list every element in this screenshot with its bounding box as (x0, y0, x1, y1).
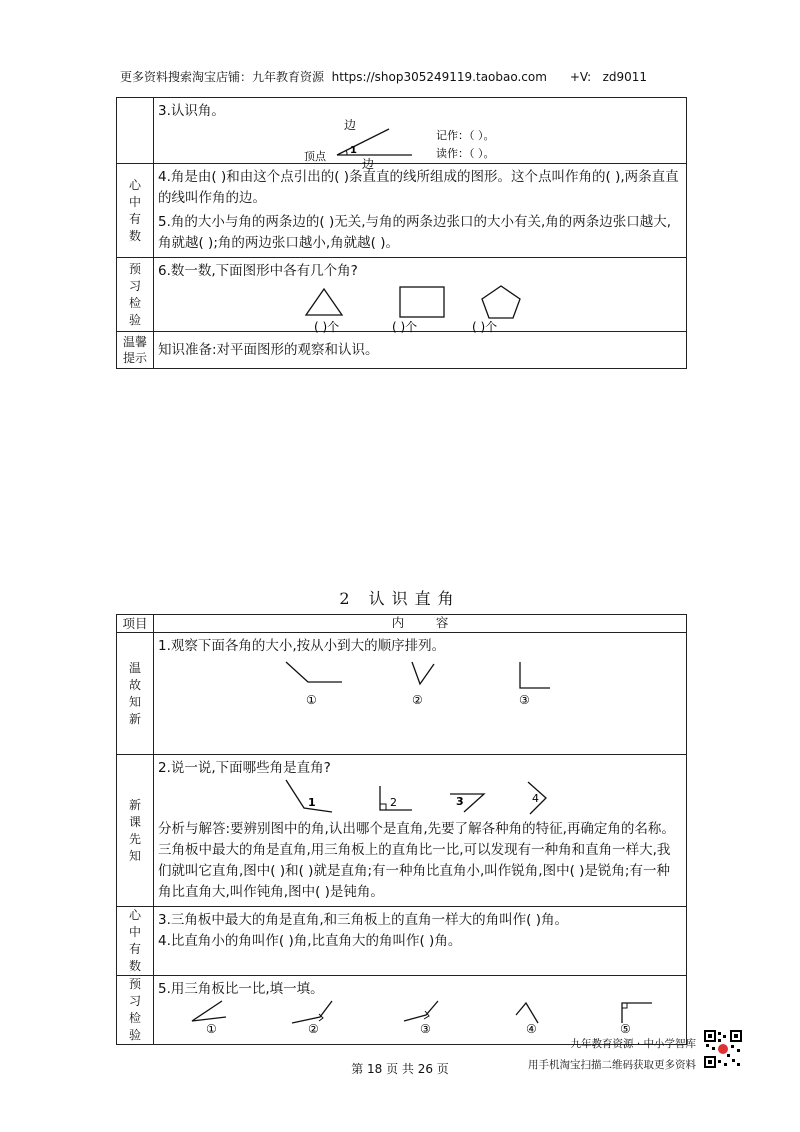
item-1-text: 1.观察下面各角的大小,按从小到大的顺序排列。 (158, 638, 446, 654)
label-angle-c2: ② (412, 693, 423, 707)
brand-line-2: 用手机淘宝扫描二维码获取更多资料 (528, 1059, 696, 1071)
label-bian-top: 边 (344, 118, 357, 132)
answer-triangle: ( )个 (314, 320, 340, 334)
content-cell (154, 332, 687, 369)
side-label-xinkexianzhi: 新课先知 (117, 755, 154, 907)
table-row (117, 98, 687, 164)
item-2-text: 2.说一说,下面哪些角是直角? (158, 760, 331, 776)
page-number: 第 18 页 共 26 页 (351, 1062, 449, 1076)
section-2-title: 2 认识直角 (339, 589, 461, 608)
side-label-wenguzhixin: 温故知新 (117, 633, 154, 755)
item-5-text: 5.角的大小与角的两条边的( )无关,与角的两条边张口的大小有关,角的两条边张口越大,角就越( );角的两边张口越小,角就越( )。 (158, 214, 672, 251)
item-4b-text: 4.比直角小的角叫作( )角,比直角大的角叫作( )角。 (158, 933, 462, 949)
label-q1: 1 (308, 796, 316, 809)
content-cell (154, 258, 687, 332)
side-label-wenxintishi: 温馨提示 (117, 332, 154, 369)
table-header-row (117, 615, 687, 633)
label-angle-c1: ① (306, 693, 317, 707)
item-3-text: 3.认识角。 (158, 103, 225, 119)
brand-line-1: 九年教育资源 · 中小学智库 (570, 1038, 696, 1050)
content-cell (154, 907, 687, 976)
angle-1-shape (286, 662, 342, 682)
right-angle-diagram (154, 778, 684, 816)
triangle-shape (306, 289, 342, 315)
angle-3-shape (520, 662, 550, 688)
item-4-text: 4.角是由( )和由这个点引出的( )条直直的线所组成的图形。这个点叫作角的( ),两条直直的线叫作角的边。 (158, 169, 679, 206)
side-cell-empty (117, 98, 154, 164)
p5-mark (622, 1003, 627, 1008)
table-row (117, 164, 687, 258)
label-bian-bottom: 边 (362, 157, 375, 171)
angle-upper-ray (337, 129, 389, 155)
table-section-2 (116, 614, 687, 1045)
angle-diagram (154, 118, 684, 171)
analysis-text: 分析与解答:要辨别图中的角,认出哪个是直角,先要了解各种角的特征,再确定角的名称。三角板中最大的角是直角,用三角板上的直角比一比,可以发现有一种角和直角一样大,我们就叫它直角,图中( )和( )就是直角;有一种角比直角小,叫作锐角,图中( )是锐角;有一种角比直角大,叫作钝角,图中( )是钝角。 (158, 821, 675, 900)
item-5b-text: 5.用三角板比一比,填一填。 (158, 981, 324, 997)
angle-2-shape (412, 662, 434, 684)
label-q4: 4 (532, 792, 539, 805)
right-angle-mark (380, 804, 386, 810)
header-line: 更多资料搜索淘宝店铺：九年教育资源 https://shop305249119.taobao.com +V: zd9011 (120, 70, 648, 84)
side-label-yuxijianyan-2: 预习检验 (117, 976, 154, 1045)
tip-text: 知识准备:对平面图形的观察和认识。 (158, 341, 379, 358)
angle-p2-shape (292, 1001, 332, 1023)
angles-compare-diagram (154, 660, 684, 720)
label-vertex: 顶点 (304, 150, 326, 163)
duzuo-text: 读作：（ ）。 (436, 147, 495, 160)
side-label-xinzhongyoushu: 心中有数 (117, 164, 154, 258)
header-col-item: 项目 (117, 615, 154, 633)
angle-p1-shape (192, 1001, 226, 1021)
content-cell (154, 755, 687, 907)
header-col-content: 内 容 (154, 615, 687, 633)
label-p2: ② (308, 1022, 319, 1036)
triangle-check-diagram (154, 999, 684, 1035)
side-label-xinzhongyoushu-2: 心中有数 (117, 907, 154, 976)
rectangle-shape (400, 287, 444, 317)
label-p1: ① (206, 1022, 217, 1036)
table-row (117, 755, 687, 907)
label-angle-1: 1 (350, 145, 357, 156)
shapes-diagram (154, 285, 684, 334)
table-row (117, 633, 687, 755)
answer-rectangle: ( )个 (392, 320, 418, 334)
label-p3: ③ (420, 1022, 431, 1036)
label-q2: 2 (390, 796, 397, 809)
table-row (117, 258, 687, 332)
side-label-yuxijianyan: 预习检验 (117, 258, 154, 332)
label-q3: 3 (456, 795, 464, 808)
angle-p3-shape (404, 1001, 438, 1021)
table-row (117, 332, 687, 369)
content-cell (154, 164, 687, 258)
label-p5: ⑤ (620, 1022, 631, 1036)
angle-p4-shape (516, 1003, 538, 1023)
table-section-1 (116, 97, 687, 369)
item-6-text: 6.数一数,下面图形中各有几个角? (158, 263, 358, 279)
table-row (117, 907, 687, 976)
content-cell (154, 633, 687, 755)
content-cell (154, 98, 687, 171)
jizuo-text: 记作：（ ）。 (436, 129, 495, 142)
answer-pentagon: ( )个 (472, 320, 498, 334)
angle-arc (346, 150, 347, 155)
label-p4: ④ (526, 1022, 537, 1036)
pentagon-shape (482, 286, 520, 318)
label-angle-c3: ③ (519, 693, 530, 707)
item-3b-text: 3.三角板中最大的角是直角,和三角板上的直角一样大的角叫作( )角。 (158, 912, 568, 928)
